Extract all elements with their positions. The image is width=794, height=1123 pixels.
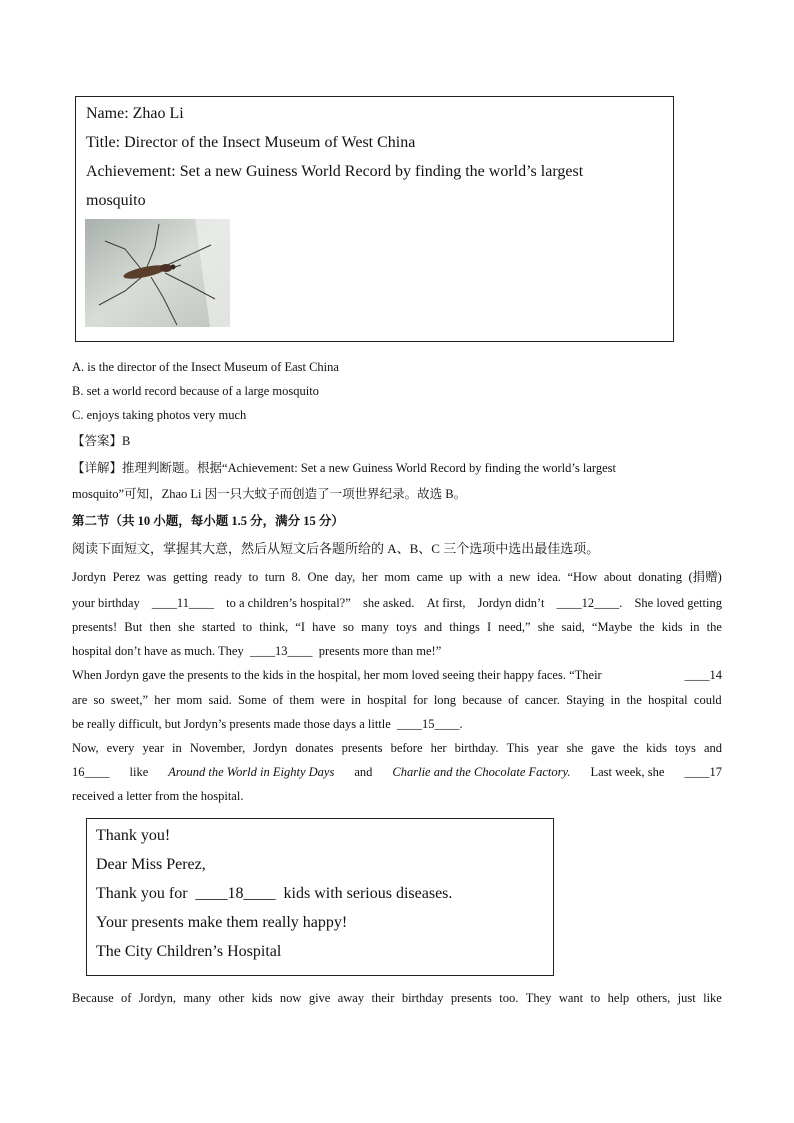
text-segment: hospital don’t have as much. They bbox=[72, 644, 244, 658]
text-segment: to a children’s hospital?” bbox=[226, 596, 351, 610]
option-b: B. set a world record because of a large mosquito bbox=[72, 384, 319, 398]
word: she bbox=[537, 620, 555, 634]
word: in bbox=[172, 741, 182, 755]
word: the bbox=[639, 620, 655, 634]
word: Perez bbox=[112, 570, 141, 584]
word: now bbox=[279, 991, 302, 1005]
passage-line bbox=[72, 619, 722, 635]
word: said, bbox=[561, 620, 585, 634]
word: Now, bbox=[72, 741, 99, 755]
word: of bbox=[121, 991, 132, 1005]
word: (捐赠) bbox=[688, 570, 722, 584]
text-segment: Last week, she bbox=[590, 765, 665, 779]
word: year bbox=[536, 741, 559, 755]
blank-14: ____14 bbox=[684, 668, 722, 682]
word: were bbox=[320, 693, 345, 707]
blank-16: 16____ bbox=[72, 765, 110, 779]
passage-line bbox=[72, 569, 722, 585]
word: the bbox=[626, 693, 642, 707]
word: getting bbox=[172, 570, 208, 584]
book-title: Around the World in Eighty Days bbox=[168, 765, 335, 779]
text-segment: At first, bbox=[426, 596, 466, 610]
answer-value: B bbox=[122, 434, 131, 448]
blank-18: ____18____ bbox=[195, 885, 276, 902]
word: to bbox=[590, 991, 601, 1005]
word: are bbox=[72, 693, 88, 707]
text-segment: kids with serious diseases. bbox=[283, 885, 453, 902]
word: and bbox=[703, 741, 722, 755]
book-title: Charlie and the Chocolate Factory. bbox=[392, 765, 571, 779]
word: her bbox=[430, 741, 447, 755]
word: before bbox=[390, 741, 423, 755]
word: too. bbox=[499, 991, 519, 1005]
mosquito-photo bbox=[85, 219, 230, 327]
word: “I bbox=[295, 620, 305, 634]
word: sweet,” bbox=[110, 693, 149, 707]
word: mom bbox=[384, 570, 411, 584]
blank-15: ____15____ bbox=[397, 717, 460, 731]
word: Jordyn, bbox=[138, 991, 177, 1005]
word: Jordyn bbox=[72, 570, 107, 584]
word: presents! bbox=[72, 620, 118, 634]
word: many bbox=[183, 991, 212, 1005]
letter-line: Thank you! bbox=[96, 827, 171, 844]
word: birthday. bbox=[454, 741, 499, 755]
text-segment: presents more than me!” bbox=[318, 644, 442, 658]
blank-11: ____11____ bbox=[151, 596, 214, 610]
word: have bbox=[312, 620, 336, 634]
text-segment: She loved getting bbox=[634, 596, 722, 610]
word: in bbox=[689, 620, 700, 634]
word: One bbox=[307, 570, 329, 584]
word: kids bbox=[646, 741, 667, 755]
word: things bbox=[449, 620, 480, 634]
text-segment: your birthday bbox=[72, 596, 140, 610]
word: need,” bbox=[498, 620, 531, 634]
word: hospital bbox=[648, 693, 688, 707]
passage-line bbox=[72, 595, 722, 611]
word: a bbox=[497, 570, 503, 584]
passage-line bbox=[72, 692, 722, 708]
passage-line bbox=[72, 990, 722, 1006]
passage-line: received a letter from the hospital. bbox=[72, 789, 244, 803]
word: turn bbox=[264, 570, 285, 584]
word: mom bbox=[176, 693, 203, 707]
blank-12: ____12____. bbox=[556, 596, 623, 610]
word: about bbox=[603, 570, 632, 584]
profile-name: Name: Zhao Li bbox=[86, 105, 184, 122]
word: just bbox=[677, 991, 696, 1005]
word: This bbox=[506, 741, 529, 755]
word: 8. bbox=[291, 570, 301, 584]
explanation-text: 推理判断题。根据“Achievement: Set a new Guiness World Record by finding the world’s largest bbox=[122, 461, 616, 475]
word: away bbox=[337, 991, 365, 1005]
word: long bbox=[433, 693, 457, 707]
word: Jordyn bbox=[253, 741, 288, 755]
word: kids bbox=[251, 991, 273, 1005]
letter-line: Your presents make them really happy! bbox=[96, 914, 348, 931]
word: Because bbox=[72, 991, 114, 1005]
word: give bbox=[308, 991, 331, 1005]
text-segment: Thank you for bbox=[96, 885, 188, 902]
word: toys bbox=[675, 741, 696, 755]
word: them bbox=[289, 693, 315, 707]
text-segment: Jordyn didn’t bbox=[477, 596, 545, 610]
explanation-label: 【详解】 bbox=[72, 461, 123, 475]
word: of bbox=[272, 693, 284, 707]
word: want bbox=[558, 991, 584, 1005]
word: and bbox=[424, 620, 443, 634]
word: Some bbox=[237, 693, 267, 707]
word: They bbox=[525, 991, 552, 1005]
word: up bbox=[449, 570, 463, 584]
word: in bbox=[610, 693, 621, 707]
word: the bbox=[622, 741, 639, 755]
word: to bbox=[242, 620, 253, 634]
word: she bbox=[178, 620, 195, 634]
word: in bbox=[351, 693, 361, 707]
word: day, bbox=[334, 570, 356, 584]
word: for bbox=[413, 693, 428, 707]
word: of bbox=[508, 693, 519, 707]
word: toys bbox=[396, 620, 417, 634]
profile-title: Title: Director of the Insect Museum of West China bbox=[86, 134, 416, 151]
word: new bbox=[509, 570, 531, 584]
word: think, bbox=[259, 620, 289, 634]
text-segment: be really difficult, but Jordyn’s presents made those days a little bbox=[72, 717, 391, 731]
word: November, bbox=[189, 741, 246, 755]
word: then bbox=[149, 620, 171, 634]
word: the bbox=[706, 620, 722, 634]
word: she bbox=[566, 741, 584, 755]
word: every bbox=[106, 741, 135, 755]
word: I bbox=[486, 620, 492, 634]
word: idea. bbox=[536, 570, 561, 584]
word: could bbox=[693, 693, 722, 707]
passage-line bbox=[72, 740, 722, 756]
blank-13: ____13____ bbox=[249, 644, 313, 658]
passage-line bbox=[72, 764, 722, 780]
word: donates bbox=[295, 741, 334, 755]
word: hospital bbox=[367, 693, 407, 707]
word: kids bbox=[661, 620, 683, 634]
word: cancer. bbox=[524, 693, 560, 707]
word: like bbox=[703, 991, 722, 1005]
word: their bbox=[371, 991, 395, 1005]
word: “How bbox=[567, 570, 598, 584]
option-c: C. enjoys taking photos very much bbox=[72, 408, 247, 422]
word: But bbox=[124, 620, 143, 634]
word: birthday bbox=[401, 991, 444, 1005]
word: so bbox=[93, 693, 105, 707]
text-segment: When Jordyn gave the presents to the kids in the hospital, her mom loved seeing their happy faces. “Their bbox=[72, 668, 602, 682]
word: her bbox=[361, 570, 378, 584]
word: presents bbox=[341, 741, 383, 755]
word: said. bbox=[208, 693, 232, 707]
passage-line bbox=[72, 716, 463, 732]
letter-line bbox=[96, 884, 452, 904]
word: started bbox=[201, 620, 236, 634]
word: presents bbox=[450, 991, 492, 1005]
word: her bbox=[154, 693, 171, 707]
passage-line bbox=[72, 667, 722, 683]
word: was bbox=[146, 570, 167, 584]
word: “Maybe bbox=[591, 620, 633, 634]
text-segment: she asked. bbox=[362, 596, 415, 610]
word: donating bbox=[638, 570, 682, 584]
text-segment: . bbox=[459, 717, 463, 731]
word: with bbox=[468, 570, 491, 584]
section-heading: 第二节（共 10 小题，每小题 1.5 分，满分 15 分） bbox=[72, 514, 344, 528]
profile-card bbox=[75, 96, 674, 342]
blank-17: ____17 bbox=[684, 765, 722, 779]
thank-you-letter bbox=[86, 818, 554, 976]
explanation-cont: mosquito”可知，Zhao Li 因一只大蚊子而创造了一项世界纪录。故选 B。 bbox=[72, 487, 467, 501]
word: many bbox=[361, 620, 389, 634]
word: ready bbox=[214, 570, 242, 584]
profile-achievement-cont: mosquito bbox=[86, 192, 146, 209]
word: came bbox=[416, 570, 443, 584]
word: help bbox=[607, 991, 630, 1005]
word: because bbox=[462, 693, 502, 707]
explanation bbox=[72, 460, 616, 476]
answer bbox=[72, 433, 130, 449]
word: gave bbox=[591, 741, 615, 755]
passage-line bbox=[72, 643, 441, 659]
word: so bbox=[342, 620, 354, 634]
answer-label: 【答案】 bbox=[72, 434, 123, 448]
word: others, bbox=[636, 991, 671, 1005]
word: other bbox=[218, 991, 245, 1005]
section-instruction: 阅读下面短文，掌握其大意，然后从短文后各题所给的 A、B、C 三个选项中选出最佳选项。 bbox=[72, 541, 600, 556]
word: Staying bbox=[566, 693, 605, 707]
mosquito-image bbox=[85, 219, 230, 327]
word: to bbox=[248, 570, 259, 584]
word: year bbox=[142, 741, 164, 755]
option-a: A. is the director of the Insect Museum of East China bbox=[72, 360, 339, 374]
profile-achievement: Achievement: Set a new Guiness World Record by finding the world’s largest bbox=[86, 163, 584, 180]
text-segment: and bbox=[354, 765, 373, 779]
letter-line: Dear Miss Perez, bbox=[96, 856, 206, 873]
text-segment: like bbox=[129, 765, 149, 779]
letter-line: The City Children’s Hospital bbox=[96, 943, 282, 960]
